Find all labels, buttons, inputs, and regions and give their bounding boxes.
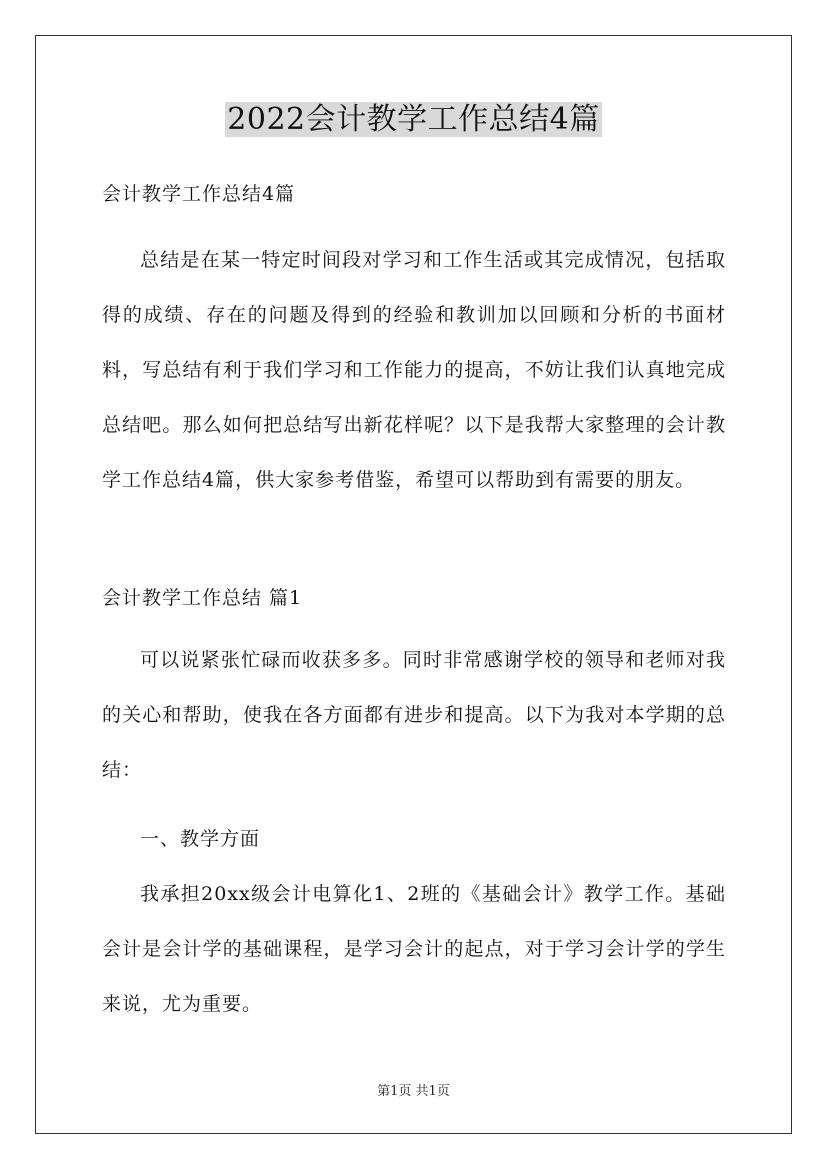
document-title	[0, 100, 827, 140]
section-paragraph: 可以说紧张忙碌而收获多多。同时非常感谢学校的领导和老师对我的关心和帮助，使我在各方面都有进步和提高。以下为我对本学期的总结：	[102, 649, 726, 781]
document-title-text: 2022会计教学工作总结4篇	[227, 102, 600, 137]
section-subheading: 一、教学方面	[140, 828, 261, 850]
document-subtitle: 会计教学工作总结4篇	[102, 183, 296, 205]
section-paragraph-2: 我承担20xx级会计电算化1、2班的《基础会计》教学工作。基础会计是会计学的基础课程，是学习会计的起点，对于学习会计学的学生来说，尤为重要。	[102, 883, 726, 1015]
intro-paragraph: 总结是在某一特定时间段对学习和工作生活或其完成情况，包括取得的成绩、存在的问题及得到的经验和教训加以回顾和分析的书面材料，写总结有利于我们学习和工作能力的提高，不妨让我们认真地完成总结吧。那么如何把总结写出新花样呢？以下是我帮大家整理的会计教学工作总结4篇，供大家参考借鉴，希望可以帮助到有需要的朋友。	[102, 249, 726, 491]
document-body	[102, 176, 726, 1032]
page-footer: 第1页 共1页	[377, 1084, 450, 1099]
section-heading: 会计教学工作总结 篇1	[102, 587, 303, 609]
